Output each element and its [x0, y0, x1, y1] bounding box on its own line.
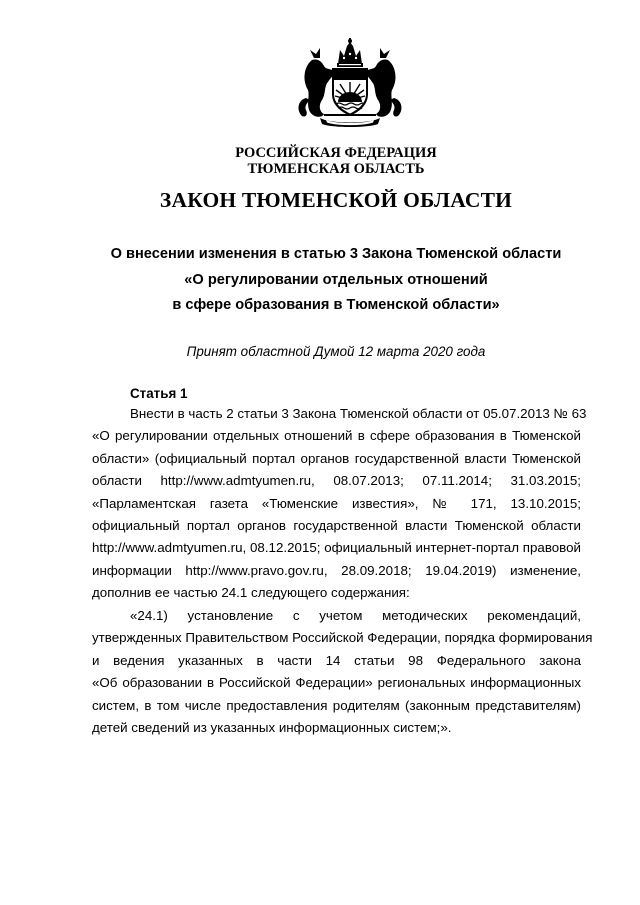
paragraph-line: «Парламентская газета «Тюменские известия», № 171, 13.10.2015; — [92, 495, 581, 511]
paragraph-line: области» (официальный портал органов государственной власти Тюменской — [92, 450, 581, 466]
paragraph-line: систем, в том числе предоставления родителям (законным представителям) — [92, 697, 581, 713]
paragraph-line: официальный портал органов государственной власти Тюменской области — [92, 517, 581, 533]
law-subtitle-line: О внесении изменения в статью 3 Закона Тюменской области — [110, 246, 562, 262]
region-heading: ТЮМЕНСКАЯ ОБЛАСТЬ — [247, 161, 425, 177]
paragraph-line: «О регулировании отдельных отношений в сфере образования в Тюменской — [92, 428, 581, 444]
coat-of-arms-icon — [294, 38, 406, 128]
paragraph-line: дополнив ее частью 24.1 следующего содержания: — [92, 585, 410, 601]
paragraph-line: области http://www.admtyumen.ru, 08.07.2013; 07.11.2014; 31.03.2015; — [92, 473, 581, 489]
paragraph-line: «24.1) установление с учетом методических рекомендаций, — [130, 608, 581, 623]
law-title: ЗАКОН ТЮМЕНСКОЙ ОБЛАСТИ — [159, 188, 513, 212]
paragraph-line: «Об образовании в Российской Федерации» региональных информационных — [92, 675, 581, 691]
paragraph-line: Внести в часть 2 статьи 3 Закона Тюменской области от 05.07.2013 № 63 — [130, 406, 587, 421]
paragraph-line: утвержденных Правительством Российской Федерации, порядка формирования — [92, 630, 593, 646]
article-heading: Статья 1 — [130, 386, 188, 401]
law-subtitle-line: «О регулировании отдельных отношений — [184, 272, 488, 288]
paragraph-line: информации http://www.pravo.gov.ru, 28.09.2018; 19.04.2019) изменение, — [92, 562, 581, 578]
adoption-note: Принят областной Думой 12 марта 2020 года — [186, 344, 486, 359]
country-heading: РОССИЙСКАЯ ФЕДЕРАЦИЯ — [235, 145, 437, 161]
article-paragraph-1 — [92, 403, 587, 605]
law-subtitle-line: в сфере образования в Тюменской области» — [172, 297, 500, 313]
paragraph-line: http://www.admtyumen.ru, 08.12.2015; официальный интернет-портал правовой — [92, 540, 581, 556]
paragraph-line: и ведения указанных в части 14 статьи 98 Федерального закона — [92, 652, 581, 668]
paragraph-line: детей сведений из указанных информационных систем;». — [92, 719, 452, 735]
article-paragraph-2 — [92, 605, 593, 739]
